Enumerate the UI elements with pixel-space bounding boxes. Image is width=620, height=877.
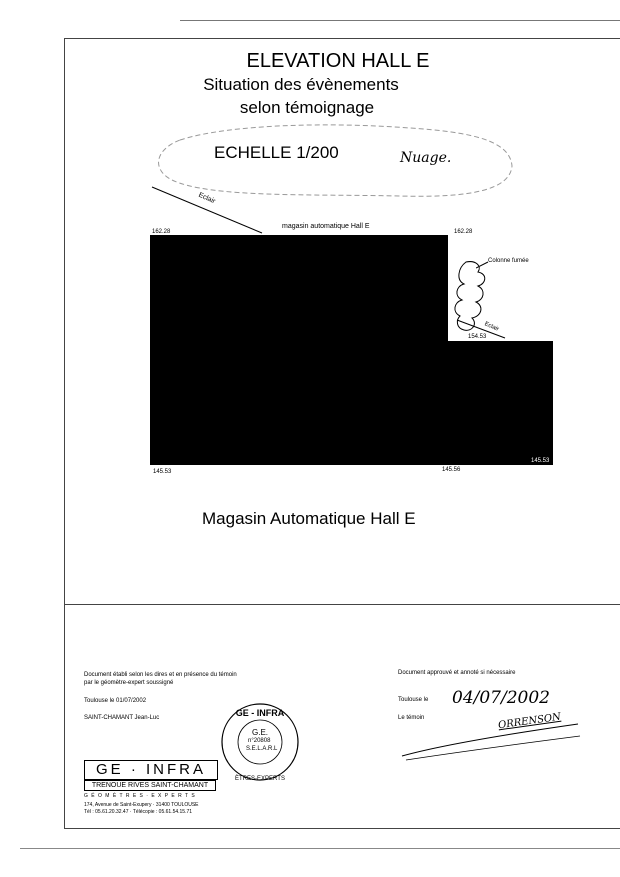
drawing-caption: Magasin Automatique Hall E — [202, 509, 416, 528]
document-subtitle-2: selon témoignage — [239, 98, 375, 117]
building-label: magasin automatique Hall E — [282, 223, 370, 230]
left-statement-2: par le géomètre-expert soussigné — [84, 680, 174, 686]
signature-stroke — [398, 722, 588, 762]
company-address: 174, Avenue de Saint-Exupery · 31400 TOULOUSE — [84, 802, 199, 808]
right-place: Toulouse le — [398, 697, 429, 703]
company-phones: Tél : 05.61.20.32.47 · Télécopie : 05.61.54.15.71 — [84, 809, 193, 815]
company-profession: G É O M È T R E S · E X P E R T S — [84, 793, 196, 799]
right-date-handwritten: 04/07/2002 — [452, 688, 550, 708]
company-logo — [84, 760, 218, 780]
elevation-step: 154.53 — [468, 334, 487, 340]
left-statement-1: Document établi selon les dires et en présence du témoin — [84, 672, 237, 678]
stamp-center-2: n°20808 — [248, 738, 271, 744]
left-signatory: SAINT-CHAMANT Jean-Luc — [84, 715, 160, 721]
elevation-bottom-mid: 145.56 — [442, 467, 461, 473]
right-statement: Document approuvé et annoté si nécessaire — [398, 670, 516, 676]
left-date: Toulouse le 01/07/2002 — [84, 698, 147, 704]
company-logo-text: GE · INFRA — [95, 761, 206, 778]
document-subtitle-1: Situation des évènements — [203, 75, 399, 94]
svg-text:ÈTRES-EXPERTS: ÈTRES-EXPERTS — [235, 776, 285, 782]
document-title: ELEVATION HALL E — [246, 50, 430, 72]
scan-edge-bottom — [20, 848, 620, 849]
stamp-center-1: G.E. — [252, 728, 269, 737]
elevation-bottom-left: 145.53 — [153, 469, 172, 475]
witness-signature: ORRENSON — [497, 711, 562, 732]
elevation-top-left: 162.28 — [152, 229, 171, 235]
lightning-label-1: Eclair — [197, 191, 217, 206]
elevation-top-right: 162.28 — [454, 229, 473, 235]
right-witness: Le témoin — [398, 715, 425, 721]
company-names: TRENOUE RIVES SAINT-CHAMANT — [84, 780, 216, 791]
smoke-label: Colonne fumée — [488, 258, 529, 264]
svg-text:GE - INFRA: GE - INFRA — [235, 708, 285, 718]
stamp-center-3: S.E.L.A.R.L — [246, 746, 278, 752]
lightning-label-2: Eclair — [483, 321, 500, 333]
cloud-note: Nuage. — [400, 150, 452, 166]
elevation-bottom-right: 145.53 — [531, 458, 550, 464]
scan-edge-top — [180, 20, 620, 21]
scale-label: ECHELLE 1/200 — [214, 143, 339, 162]
